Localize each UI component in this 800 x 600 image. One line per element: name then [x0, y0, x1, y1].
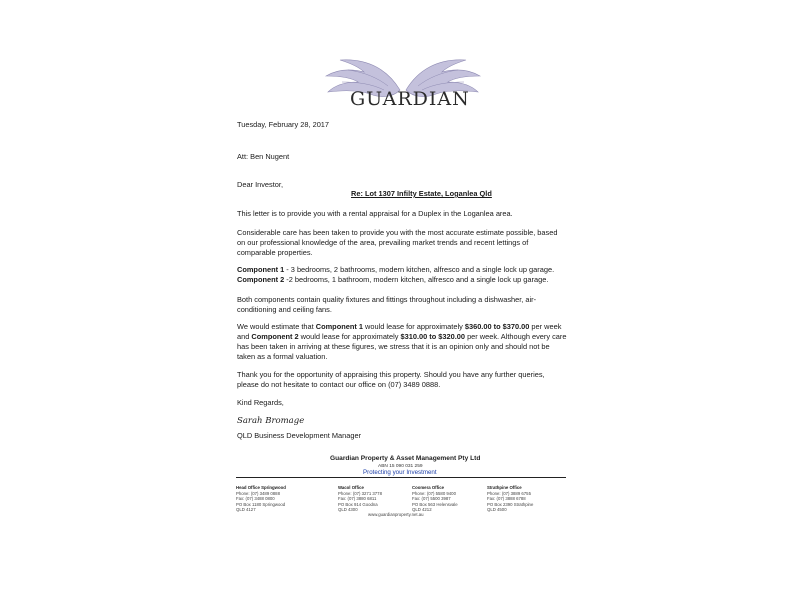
components-paragraph — [237, 265, 567, 285]
company-wordmark: GUARDIAN — [350, 88, 470, 110]
estimate-range-1: $360.00 to $370.00 — [464, 322, 530, 331]
component-2-label: Component 2 — [237, 275, 285, 284]
office-po-box: PO Box 914 Goodna — [338, 501, 378, 507]
closing: Kind Regards, — [237, 398, 284, 407]
component-2-line — [237, 275, 567, 285]
estimate-text: would lease for approximately — [298, 332, 401, 341]
office-po-box: PO Box 2390 Strathpine — [487, 501, 534, 507]
attention-line: Att: Ben Nugent — [237, 152, 290, 161]
office-name: Coomera Office — [412, 485, 444, 490]
signature: Sarah Bromage — [237, 416, 305, 426]
office-phone: Phone: (07) 5580 9400 — [412, 490, 456, 496]
intro-paragraph: This letter is to provide you with a rental appraisal for a Duplex in the Loganlea area. — [237, 209, 513, 218]
office-po-box: PO Box 563 Helensvale — [412, 501, 458, 507]
office-state: QLD 4127 — [236, 507, 256, 513]
office-fax: Fax: (07) 3880 6811 — [338, 496, 377, 502]
subject-line: Re: Lot 1307 Infilty Estate, Loganlea Qld — [351, 189, 492, 198]
office-name: Head Office Springwood — [236, 485, 286, 490]
website-link[interactable]: www.guardianproperty.net.au — [368, 512, 424, 517]
office-state: QLD 4212 — [412, 507, 432, 513]
estimate-text: per week and — [237, 322, 562, 341]
letter-date: Tuesday, February 28, 2017 — [237, 120, 330, 129]
office-po-box: PO Box 1180 Springwood — [236, 501, 286, 507]
office-block — [236, 485, 286, 513]
office-phone: Phone: (07) 3489 0888 — [236, 490, 280, 496]
office-fax: Fax: (07) 5500 3987 — [412, 496, 451, 502]
component-1-description: - 3 bedrooms, 2 bathrooms, modern kitchen, alfresco and a single lock up garage. — [284, 265, 555, 274]
office-fax: Fax: (07) 3888 6788 — [487, 496, 526, 502]
footer-divider — [236, 477, 566, 478]
fixtures-paragraph: Both components contain quality fixtures and fittings throughout including a dishwasher, air-conditioning and ceiling fans. — [237, 295, 537, 314]
estimate-range-2: $310.00 to $320.00 — [400, 332, 466, 341]
estimate-text: We would estimate that — [237, 322, 316, 331]
care-paragraph: Considerable care has been taken to provide you with the most accurate estimate possible, based on our professional knowledge of the area, prevailing market trends and recent lettings of comparable properties. — [237, 228, 558, 257]
office-name: Wacol Office — [338, 485, 364, 490]
component-1-label: Component 1 — [237, 265, 285, 274]
office-phone: Phone: (07) 3889 6755 — [487, 490, 531, 496]
salutation: Dear Investor, — [237, 180, 284, 189]
signer-title: QLD Business Development Manager — [237, 431, 362, 440]
office-block — [487, 485, 533, 513]
footer-abn: ABN 15 090 031 259 — [378, 464, 423, 469]
office-name: Strathpine Office — [487, 485, 522, 490]
component-1-line — [237, 265, 567, 275]
estimate-component-2: Component 2 — [251, 332, 299, 341]
office-phone: Phone: (07) 3271 3778 — [338, 490, 382, 496]
component-2-description: -2 bedrooms, 1 bathroom, modern kitchen, alfresco and a single lock up garage. — [284, 275, 549, 284]
estimate-text: per week. Although every care has been taken in arriving at these figures, we stress that it is an opinion only and should not be taken as a formal valuation. — [237, 332, 567, 361]
estimate-component-1: Component 1 — [315, 322, 363, 331]
thank-you-paragraph: Thank you for the opportunity of appraising this property. Should you have any further queries, please do not hesitate to contact our office on (07) 3489 0888. — [237, 370, 545, 389]
footer-company-name: Guardian Property & Asset Management Pty Ltd — [330, 455, 481, 462]
office-state: QLD 4500 — [487, 507, 507, 513]
estimate-paragraph — [237, 322, 567, 362]
estimate-text: would lease for approximately — [362, 322, 465, 331]
footer-tagline: Protecting your Investment — [363, 469, 437, 476]
office-block — [338, 485, 382, 513]
office-fax: Fax: (07) 3488 0800 — [236, 496, 275, 502]
office-state: QLD 4300 — [338, 507, 358, 513]
office-block — [412, 485, 458, 513]
